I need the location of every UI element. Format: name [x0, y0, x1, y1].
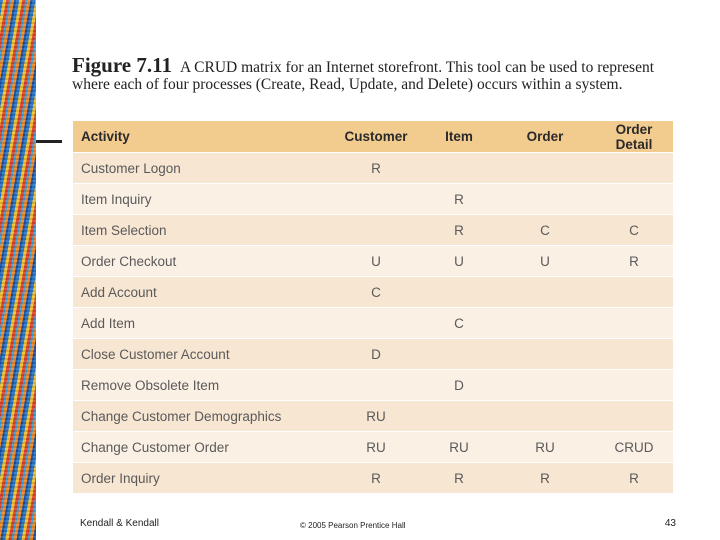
- customer-cell: [329, 184, 423, 215]
- customer-cell: R: [329, 463, 423, 494]
- column-header-item: Item: [423, 121, 495, 153]
- item-cell: [423, 277, 495, 308]
- column-header-customer: Customer: [329, 121, 423, 153]
- order-cell: [495, 277, 595, 308]
- order-detail-cell: [595, 277, 673, 308]
- item-cell: U: [423, 246, 495, 277]
- figure-label: Figure 7.11: [72, 53, 172, 77]
- order-cell: [495, 184, 595, 215]
- customer-cell: [329, 308, 423, 339]
- order-detail-cell: [595, 153, 673, 184]
- order-detail-cell: [595, 401, 673, 432]
- activity-cell: Order Checkout: [73, 246, 329, 277]
- customer-cell: [329, 215, 423, 246]
- caption-text: A CRUD matrix for an Internet storefront. This tool can be used to represent where each of four processes (Create, Read, Update, and Delete) occurs within a system.: [72, 59, 655, 93]
- column-header-order: Order: [495, 121, 595, 153]
- activity-cell: Item Inquiry: [73, 184, 329, 215]
- item-cell: R: [423, 215, 495, 246]
- order-detail-cell: R: [595, 246, 673, 277]
- column-header-activity: Activity: [73, 121, 329, 153]
- activity-cell: Order Inquiry: [73, 463, 329, 494]
- order-cell: [495, 339, 595, 370]
- customer-cell: R: [329, 153, 423, 184]
- item-cell: RU: [423, 432, 495, 463]
- order-detail-cell: [595, 339, 673, 370]
- activity-cell: Add Item: [73, 308, 329, 339]
- item-cell: [423, 401, 495, 432]
- table-row: [73, 370, 673, 401]
- order-cell: RU: [495, 432, 595, 463]
- customer-cell: U: [329, 246, 423, 277]
- order-cell: [495, 370, 595, 401]
- table-row: [73, 463, 673, 494]
- customer-cell: RU: [329, 401, 423, 432]
- order-detail-cell: CRUD: [595, 432, 673, 463]
- table-row: [73, 153, 673, 184]
- footer-author: Kendall & Kendall: [80, 518, 159, 529]
- divider-rule: [36, 140, 62, 143]
- page-number: 43: [664, 518, 676, 529]
- item-cell: C: [423, 308, 495, 339]
- item-cell: [423, 339, 495, 370]
- order-detail-cell: C: [595, 215, 673, 246]
- table-row: [73, 246, 673, 277]
- activity-cell: Change Customer Demographics: [73, 401, 329, 432]
- figure-caption: [72, 53, 672, 93]
- order-cell: [495, 308, 595, 339]
- order-cell: U: [495, 246, 595, 277]
- table-row: [73, 401, 673, 432]
- table-row: [73, 184, 673, 215]
- table-row: [73, 277, 673, 308]
- item-cell: R: [423, 184, 495, 215]
- order-cell: [495, 153, 595, 184]
- item-cell: D: [423, 370, 495, 401]
- activity-cell: Customer Logon: [73, 153, 329, 184]
- table-header-row: [73, 121, 673, 153]
- activity-cell: Close Customer Account: [73, 339, 329, 370]
- activity-cell: Add Account: [73, 277, 329, 308]
- decorative-woven-band: [0, 0, 36, 540]
- table-row: [73, 339, 673, 370]
- order-detail-cell: R: [595, 463, 673, 494]
- customer-cell: C: [329, 277, 423, 308]
- customer-cell: [329, 370, 423, 401]
- table-row: [73, 308, 673, 339]
- order-detail-cell: [595, 184, 673, 215]
- order-cell: R: [495, 463, 595, 494]
- crud-matrix-table: [73, 121, 673, 493]
- order-detail-cell: [595, 308, 673, 339]
- footer-copyright: © 2005 Pearson Prentice Hall: [300, 521, 406, 530]
- item-cell: [423, 153, 495, 184]
- table-row: [73, 215, 673, 246]
- customer-cell: RU: [329, 432, 423, 463]
- order-cell: [495, 401, 595, 432]
- table-row: [73, 432, 673, 463]
- customer-cell: D: [329, 339, 423, 370]
- item-cell: R: [423, 463, 495, 494]
- order-detail-cell: [595, 370, 673, 401]
- activity-cell: Item Selection: [73, 215, 329, 246]
- activity-cell: Remove Obsolete Item: [73, 370, 329, 401]
- order-cell: C: [495, 215, 595, 246]
- column-header-order-detail: Order Detail: [595, 121, 673, 153]
- activity-cell: Change Customer Order: [73, 432, 329, 463]
